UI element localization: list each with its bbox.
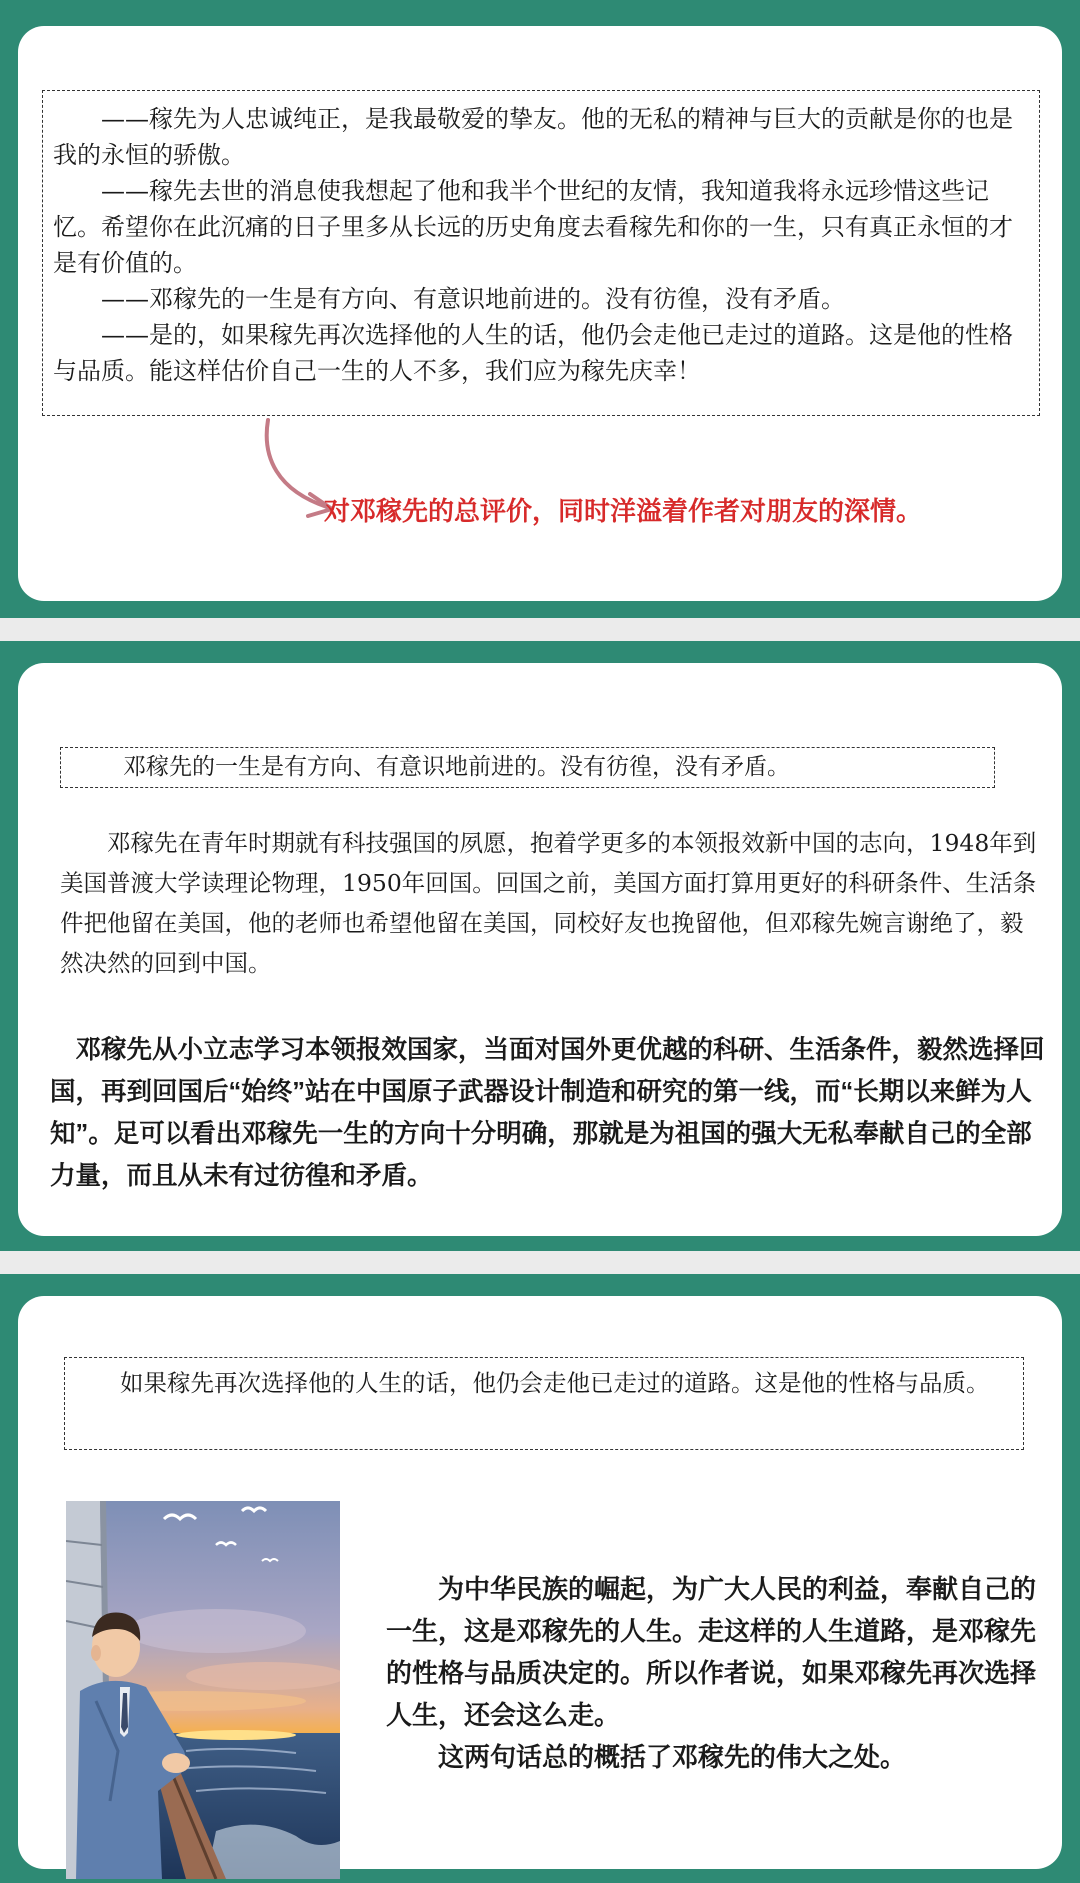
quote-line-3: ——邓稼先的一生是有方向、有意识地前进的。没有彷徨，没有矛盾。 bbox=[101, 285, 845, 313]
conclusion-text bbox=[386, 1568, 1046, 1778]
card-quotes bbox=[18, 26, 1062, 601]
quote-box-yang bbox=[42, 90, 1040, 416]
quote-line-2: ——稼先去世的消息使我想起了他和我半个世纪的友情，我知道我将永远珍惜这些记忆。希望你在此沉痛的日子里多从长远的历史角度去看稼先和你的一生，只有真正永恒的才是有价值的。 bbox=[53, 177, 1013, 277]
card-direction bbox=[18, 663, 1062, 1236]
man-on-ship-sunset-illustration bbox=[66, 1501, 340, 1879]
quote-line-4: ——是的，如果稼先再次选择他的人生的话，他仍会走他已走过的道路。这是他的性格与品质。能这样估价自己一生的人不多，我们应为稼先庆幸！ bbox=[53, 321, 1013, 385]
quote-box-direction: 邓稼先的一生是有方向、有意识地前进的。没有彷徨，没有矛盾。 bbox=[60, 747, 995, 788]
quote-line-1: ——稼先为人忠诚纯正，是我最敬爱的挚友。他的无私的精神与巨大的贡献是你的也是我的永恒的骄傲。 bbox=[53, 105, 1013, 169]
card-character bbox=[18, 1296, 1062, 1869]
biography-paragraph: 邓稼先在青年时期就有科技强国的夙愿，抱着学更多的本领报效新中国的志向，1948年到美国普渡大学读理论物理，1950年回国。回国之前，美国方面打算用更好的科研条件、生活条件把他留在美国，他的老师也希望他留在美国，同校好友也挽留他，但邓稼先婉言谢绝了，毅然决然的回到中国。 bbox=[60, 829, 1037, 977]
conclusion-paragraph-2: 这两句话总的概括了邓稼先的伟大之处。 bbox=[438, 1742, 907, 1772]
panel-character bbox=[0, 1274, 1080, 1883]
quote-box-character: 如果稼先再次选择他的人生的话，他仍会走他已走过的道路。这是他的性格与品质。 bbox=[64, 1357, 1024, 1450]
callout-evaluation: 对邓稼先的总评价，同时洋溢着作者对朋友的深情。 bbox=[324, 496, 923, 526]
panel-direction bbox=[0, 641, 1080, 1251]
analysis-paragraph: 邓稼先从小立志学习本领报效国家，当面对国外更优越的科研、生活条件，毅然选择回国，再到回国后“始终”站在中国原子武器设计制造和研究的第一线，而“长期以来鲜为人知”。足可以看出邓稼先一生的方向十分明确，那就是为祖国的强大无私奉献自己的全部力量，而且从未有过彷徨和矛盾。 bbox=[50, 1036, 1045, 1190]
panel-quotes bbox=[0, 0, 1080, 618]
conclusion-paragraph-1: 为中华民族的崛起，为广大人民的利益，奉献自己的一生，这是邓稼先的人生。走这样的人生道路，是邓稼先的性格与品质决定的。所以作者说，如果邓稼先再次选择人生，还会这么走。 bbox=[386, 1574, 1037, 1730]
